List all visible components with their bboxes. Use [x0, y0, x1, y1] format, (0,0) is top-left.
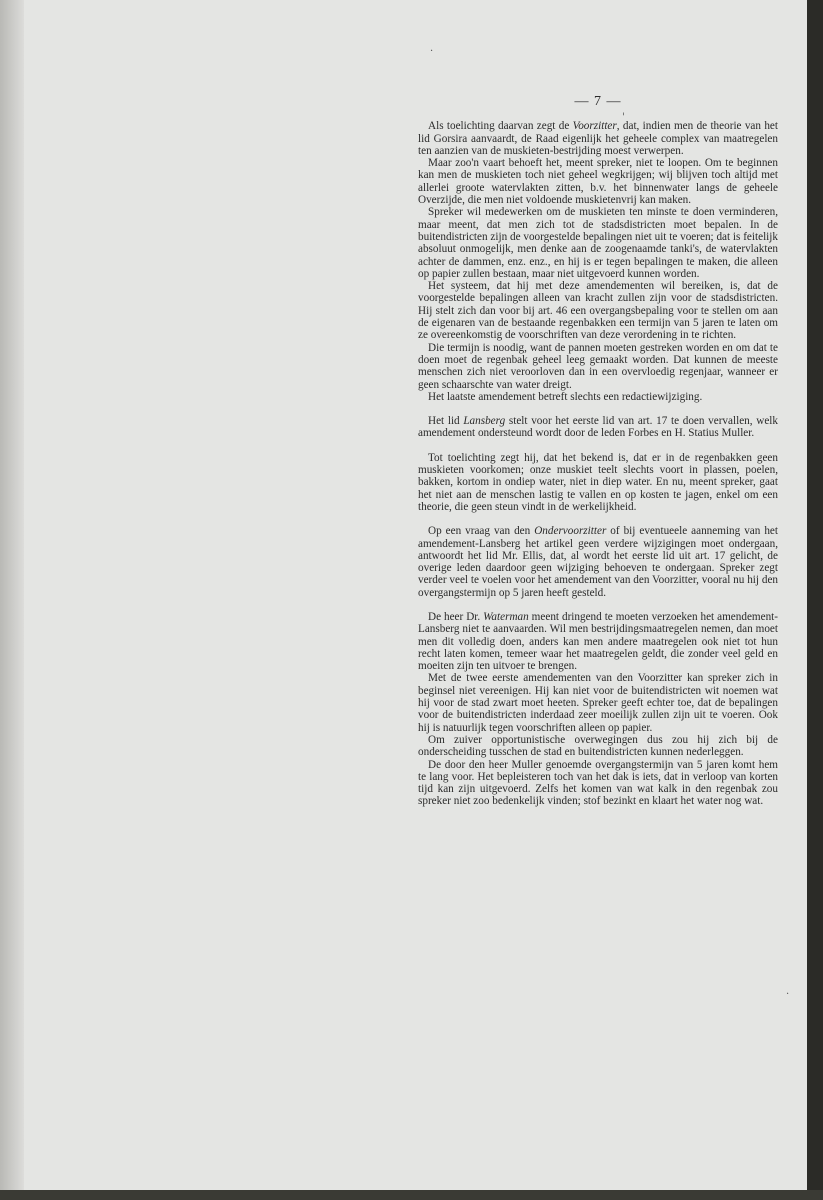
page-number: — 7 — [574, 94, 622, 109]
paragraph: De door den heer Muller genoemde overgangstermijn van 5 jaren komt hem te lang voor. Het bepleisteren toch van het dak is iets, dat in verloop van korten tijd kan zijn uitgevoerd. Zelfs het komen van wat kalk in den regenbak zou spreker niet zoo bedenkelijk vinden; stof bezinkt en klaart het water nog wat. [418, 758, 778, 808]
paragraph: De heer Dr. Waterman meent dringend te moeten verzoeken het amendement-Lansberg niet te aanvaarden. Wil men bestrijdingsmaatregelen nemen, dan moet men dit volledig doen, anders kan men andere maatregelen ook niet tot hun recht laten komen, temeer waar het maatregelen geldt, die zonder veel geld en moeiten zijn ten uitvoer te brengen. [418, 610, 779, 673]
speck-mark: · [430, 46, 434, 57]
paragraph: Spreker wil medewerken om de muskieten ten minste te doen verminderen, maar meent, dat men zich tot de stadsdistricten moet bepalen. In de buitendistricten zijn de voorgestelde bepalingen niet uit te voeren; dat is feitelijk absoluut onmogelijk, men denke aan de zoogenaamde tanki's, de watervlakten achter de dammen, enz. enz., en hij is er tegen bepalingen te maken, die alleen op papier zullen bestaan, maar niet uitgevoerd kunnen worden. [418, 206, 778, 280]
paragraph: Om zuiver opportunistische overwegingen dus zou hij zich bij de onderscheiding tusschen de stad en buitendistricten kunnen nederleggen. [418, 733, 778, 759]
paragraph: Die termijn is noodig, want de pannen moeten gestreken worden en om dat te doen moet de regenbak geheel leeg gemaakt worden. Dat kunnen de meeste menschen zich niet veroorloven dan in een overvloedig regenjaar, wanneer er geen schaarschte van water dreigt. [418, 341, 778, 391]
paragraph: Op een vraag van den Ondervoorzitter of bij eventueele aanneming van het amendement-Lansberg het artikel geen verdere wijzigingen moet ondergaan, antwoordt het lid Mr. Ellis, dat, al wordt het eerste lid uit art. 17 gelicht, de overige leden daardoor geen wijziging behoeven te ondergaan. Spreker zegt verder veel te voelen voor het amendement van den Voorzitter, vooral nu hij den overgangstermijn op 5 jaren heeft gesteld. [418, 525, 778, 599]
paragraph: Het lid Lansberg stelt voor het eerste lid van art. 17 te doen vervallen, welk amendement ondersteund wordt door de leden Forbes en H. Statius Muller. [418, 415, 778, 440]
page-edge-shadow [807, 0, 823, 1200]
paragraph: Met de twee eerste amendementen van den Voorzitter kan spreker zich in beginsel niet vereenigen. Hij kan niet voor de buitendistricten wit noemen wat hij voor de stad zwart moet heeten. Spreker geeft echter toe, dat de bepalingen voor de buitendistricten inderdaad zeer moeilijk zullen zijn uit te voeren. Ook hij is natuurlijk tegen voorschriften alleen op papier. [418, 672, 778, 734]
paragraph: Het systeem, dat hij met deze amendementen wil bereiken, is, dat de voorgestelde bepalingen alleen van kracht zullen zijn voor de stadsdistricten. Hij stelt zich dan voor bij art. 46 een overgangsbepaling voor te stellen om aan de eigenaren van de bestaande regenbakken een termijn van 5 jaren te laten om ze overeenkomstig de voorschriften van deze verordening in te richten. [418, 280, 778, 342]
paragraph: Als toelichting daarvan zegt de Voorzitter, dat, indien men de theorie van het lid Gorsira aanvaardt, de Raad eigenlijk het geheele complex van maatregelen ten aanzien van de muskieten-bestrijding moest verwerpen. [418, 120, 778, 157]
speck-mark: . [786, 986, 790, 997]
page-spine [0, 0, 24, 1190]
paragraph: Het laatste amendement betreft slechts een redactiewijziging. [428, 390, 703, 403]
speck-mark: ' [622, 112, 625, 123]
paragraph: Tot toelichting zegt hij, dat het bekend is, dat er in de regenbakken geen muskieten voorkomen; onze muskiet teelt slechts voort in plassen, poelen, bakken, kortom in ondiep water, niet in diep water. En nu, meent spreker, gaat het niet aan de menschen lastig te vallen en op kosten te jagen, enkel om een theorie, die geen steun vindt in de werkelijkheid. [418, 451, 778, 513]
text-column [418, 96, 778, 808]
page-bottom-shadow [0, 1190, 823, 1200]
paragraph: Maar zoo'n vaart behoeft het, meent spreker, niet te loopen. Om te beginnen kan men de muskieten toch niet geheel wegkrijgen; wij blijven toch altijd met allerlei groote watervlakten zitten, b.v. het binnenwater langs de geheele Overzijde, die men niet voldoende muskietenvrij kan maken. [418, 157, 778, 207]
